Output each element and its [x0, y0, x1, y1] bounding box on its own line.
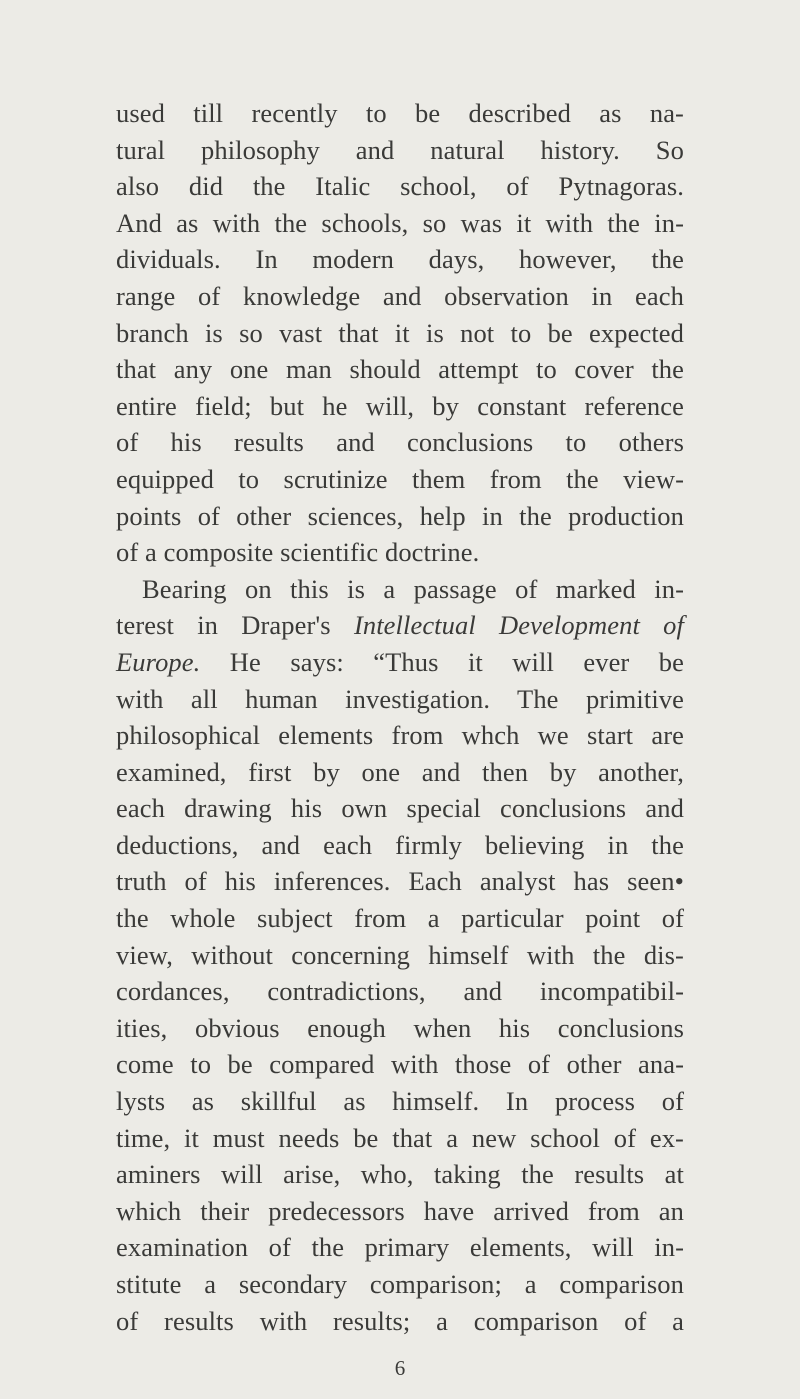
- text-line: truth of his inferences. Each analyst has seen•: [116, 866, 684, 897]
- text-line: that any one man should attempt to cover the: [116, 354, 684, 385]
- text-line: the whole subject from a particular point of: [116, 903, 684, 934]
- text-line: each drawing his own special conclusions and: [116, 793, 684, 824]
- text-line: cordances, contradictions, and incompatibil-: [116, 976, 684, 1007]
- text-line: of his results and conclusions to others: [116, 427, 684, 458]
- text-line: ities, obvious enough when his conclusions: [116, 1012, 684, 1043]
- book-title-italic: Intellectual Development of: [353, 610, 684, 641]
- text-line: which their predecessors have arrived from an: [116, 1195, 684, 1226]
- text-line: Bearing on this is a passage of marked in-: [142, 573, 684, 604]
- text-line: come to be compared with those of other ana-: [116, 1049, 684, 1080]
- text-line: with all human investigation. The primitive: [116, 683, 684, 714]
- text-line: branch is so vast that it is not to be expected: [116, 317, 684, 348]
- text-line: stitute a secondary comparison; a comparison: [116, 1269, 684, 1299]
- text-line: aminers will arise, who, taking the results at: [116, 1159, 684, 1190]
- body-text: [116, 95, 684, 1339]
- text-line: [116, 644, 684, 681]
- paragraph-2: [116, 571, 684, 1339]
- text-line: points of other sciences, help in the production: [116, 500, 684, 531]
- text-line: also did the Italic school, of Pytnagoras.: [116, 171, 684, 202]
- text-line: examined, first by one and then by another,: [116, 756, 684, 787]
- text-line: [116, 607, 684, 644]
- text-line: used till recently to be described as na-: [116, 98, 684, 128]
- text-line: view, without concerning himself with the dis-: [116, 939, 684, 970]
- text-line: deductions, and each firmly believing in the: [116, 829, 684, 860]
- text-line: range of knowledge and observation in each: [116, 280, 684, 311]
- text-line: of results with results; a comparison of a: [116, 1305, 684, 1336]
- text-line: of a composite scientific doctrine.: [116, 537, 480, 568]
- text-line: examination of the primary elements, will in-: [116, 1232, 684, 1263]
- text-line: time, it must needs be that a new school of ex-: [116, 1122, 684, 1153]
- text-line: dividuals. In modern days, however, the: [116, 244, 684, 275]
- text-fragment: He says: “Thus it will ever be: [200, 646, 684, 677]
- paragraph-1: [116, 95, 684, 571]
- text-line: lysts as skillful as himself. In process of: [116, 1086, 684, 1117]
- text-line: tural philosophy and natural history. So: [116, 134, 684, 165]
- text-line: And as with the schools, so was it with the in-: [116, 207, 684, 238]
- page-number: 6: [394, 1356, 406, 1380]
- text-line: entire field; but he will, by constant reference: [116, 390, 684, 421]
- text-fragment: terest in Draper's: [116, 610, 354, 641]
- book-title-italic: Europe.: [116, 646, 201, 677]
- text-line: equipped to scrutinize them from the view-: [116, 463, 684, 494]
- text-line: philosophical elements from whch we start are: [116, 720, 684, 751]
